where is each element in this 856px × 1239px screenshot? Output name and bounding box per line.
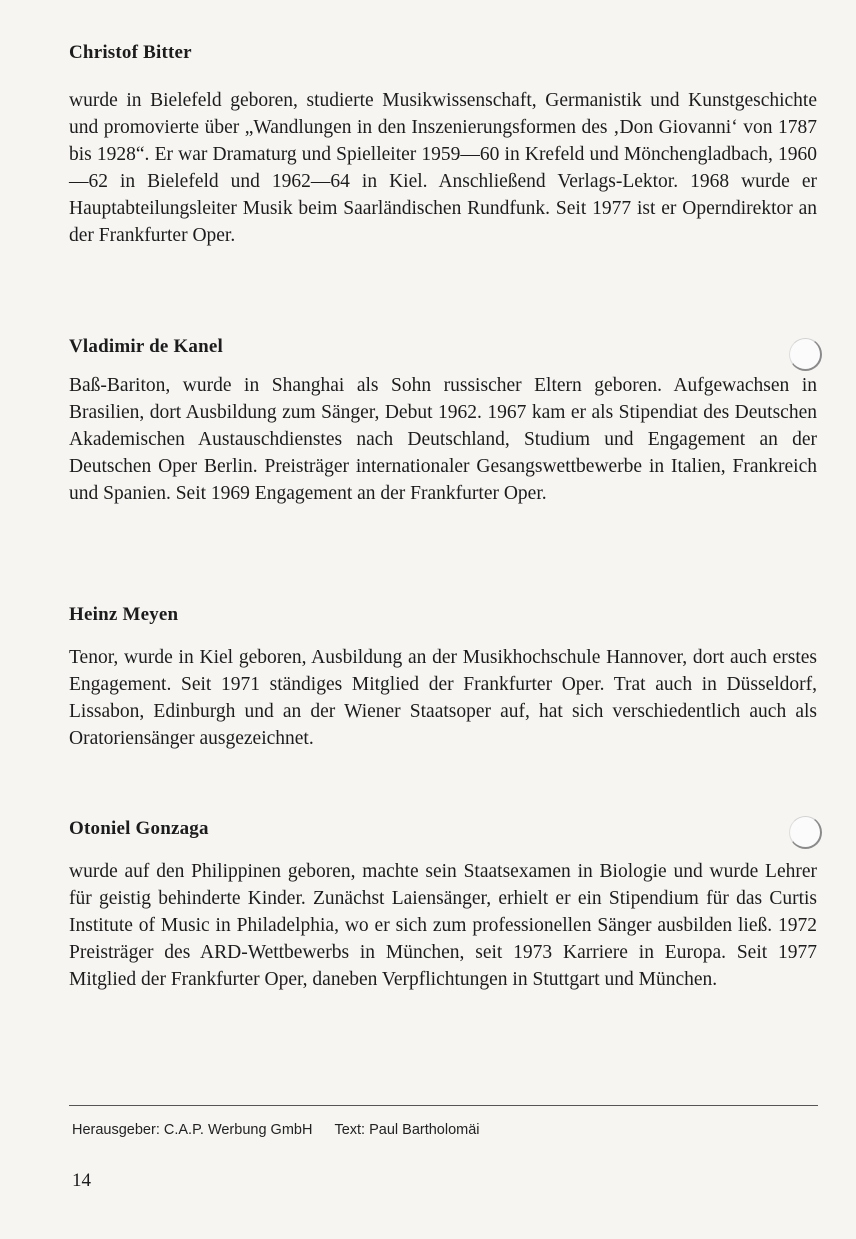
bio-name: Heinz Meyen (69, 604, 179, 625)
bio-text: Tenor, wurde in Kiel geboren, Ausbildung an der Musikhochschule Hannover, dort auch erstes Engagement. Seit 1971 ständiges Mitglied der Frankfurter Oper. Trat auch in Düsseldorf, Lissabon, Edinburgh und an der Wiener Staatsoper auf, hat sich verschiedentlich auch als Oratoriensänger ausgezeichnet. (69, 647, 817, 749)
bio-vladimir-de-kanel (69, 336, 817, 504)
footer-publisher: Herausgeber: C.A.P. Werbung GmbH (72, 1122, 313, 1138)
bio-name: Otoniel Gonzaga (69, 818, 209, 839)
bio-text: wurde auf den Philippinen geboren, machte sein Staatsexamen in Biologie und wurde Lehrer für geistig behinderte Kinder. Zunächst Laiensänger, erhielt er ein Stipendium für das Curtis Institute of Music in Philadelphia, wo er sich zum professionellen Sänger ausbilden ließ. 1972 Preisträger des ARD-Wettbewerbs in München, seit 1973 Karriere in Europa. Seit 1977 Mitglied der Frankfurter Oper, daneben Verpflichtungen in Stuttgart und München. (69, 861, 817, 990)
bio-name: Vladimir de Kanel (69, 336, 223, 357)
footer-divider (69, 1105, 818, 1106)
footer-text-credit: Text: Paul Bartholomäi (334, 1122, 480, 1138)
bio-text: Baß-Bariton, wurde in Shanghai als Sohn russischer Eltern geboren. Aufgewachsen in Brasilien, dort Ausbildung zum Sänger, Debut 1962. 1967 kam er als Stipendiat des Deutschen Akademischen Austauschdienstes nach Deutschland, Studium und Engagement an der Deutschen Oper Berlin. Preisträger internationaler Gesangswettbewerbe in Italien, Frankreich und Spanien. Seit 1969 Engagement an der Frankfurter Oper. (69, 375, 817, 504)
punch-hole-icon (789, 816, 822, 849)
page-number: 14 (72, 1170, 91, 1191)
bio-text: wurde in Bielefeld geboren, studierte Musikwissenschaft, Germanistik und Kunstgeschichte und promovierte über „Wandlungen in den Inszenierungsformen des ‚Don Giovanni‘ von 1787 bis 1928“. Er war Dramaturg und Spielleiter 1959—60 in Krefeld und Mönchengladbach, 1960—62 in Bielefeld und 1962—64 in Kiel. Anschließend Verlags-Lektor. 1968 wurde er Hauptabteilungsleiter Musik beim Saarländischen Rundfunk. Seit 1977 ist er Operndirektor an der Frankfurter Oper. (69, 90, 817, 246)
bio-name: Christof Bitter (69, 42, 192, 63)
bio-christof-bitter (69, 42, 817, 246)
bio-heinz-meyen (69, 604, 817, 749)
bio-otoniel-gonzaga (69, 818, 817, 990)
footer-credits (72, 1122, 480, 1138)
punch-hole-icon (789, 338, 822, 371)
